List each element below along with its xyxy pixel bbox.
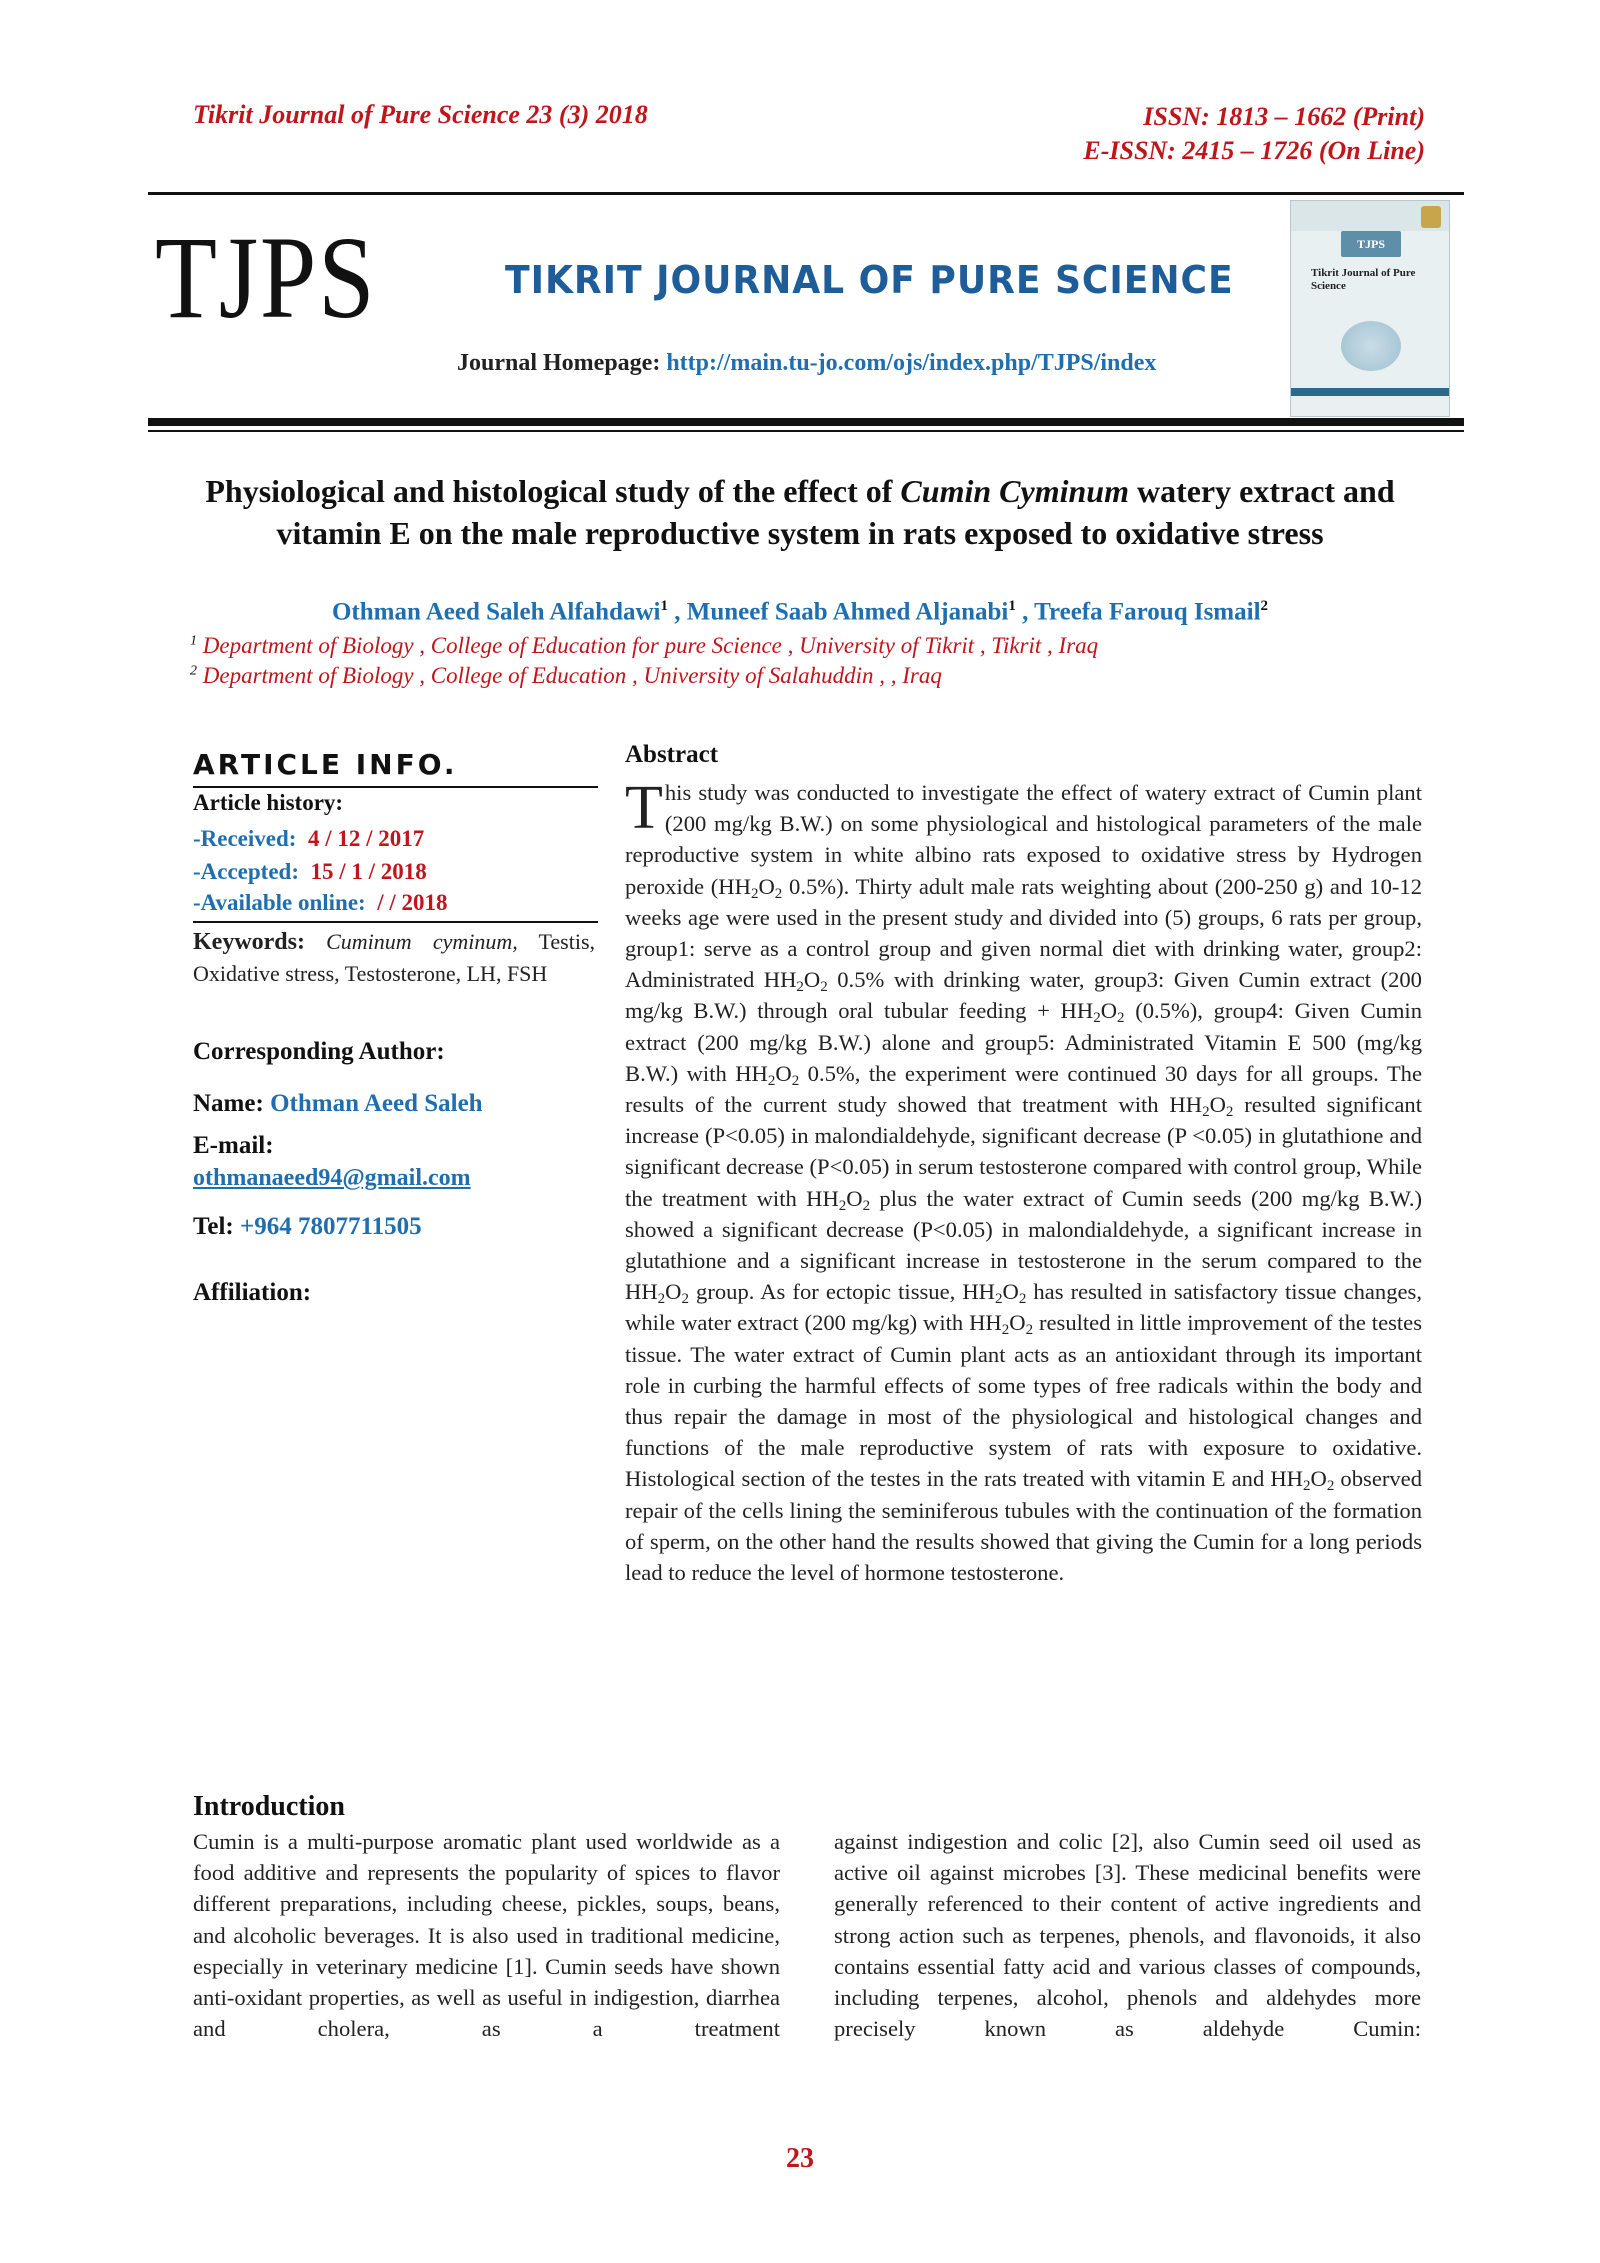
issn-block bbox=[1083, 100, 1425, 168]
affiliation-label: Affiliation: bbox=[193, 1279, 312, 1306]
journal-issue: Tikrit Journal of Pure Science 23 (3) 2018 bbox=[193, 100, 648, 129]
article-info-heading: ARTICLE INFO. bbox=[193, 748, 458, 781]
author-name-field: Name: Othman Aeed Saleh bbox=[193, 1090, 483, 1117]
available-online-date: -Available online: / / 2018 bbox=[193, 890, 448, 915]
homepage-label: Journal Homepage: bbox=[457, 350, 661, 376]
journal-name: TIKRIT JOURNAL OF PURE SCIENCE bbox=[505, 258, 1234, 302]
homepage-link[interactable]: http://main.tu-jo.com/ojs/index.php/TJPS/index bbox=[666, 350, 1157, 376]
page-number: 23 bbox=[786, 2143, 814, 2174]
introduction-heading: Introduction bbox=[193, 1791, 345, 1822]
article-info-rule-2 bbox=[193, 921, 598, 923]
affiliation-1: $^1$ Department of Biology , College of Education for pure Science , University of Tikrit , Tikrit , Iraq bbox=[190, 633, 1099, 658]
author-name: Muneef Saab Ahmed Aljanabi bbox=[686, 598, 1009, 626]
keywords-label: Keywords: bbox=[193, 929, 305, 955]
masthead-top-rule bbox=[148, 192, 1464, 195]
author-name: Othman Aeed Saleh Alfahdawi bbox=[331, 598, 661, 626]
author-list: Othman Aeed Saleh Alfahdawi$^1$ , Muneef Saab Ahmed Aljanabi$^1$ , Treefa Farouq Ismail$^2$ bbox=[331, 598, 1269, 626]
email-label: E-mail: bbox=[193, 1132, 274, 1159]
cover-title: Tikrit Journal of Pure Science bbox=[1311, 267, 1416, 292]
keywords: Keywords: Cuminum cyminum, Testis, Oxidative stress, Testosterone, LH, FSH bbox=[193, 929, 596, 986]
introduction-column-left: Cumin is a multi-purpose aromatic plant used worldwide as a food additive and represents the popularity of spices to flavor different preparations, including cheese, pickles, soups, beans, and alcoholic beverages. It is also used in traditional medicine, especially in veterinary medicine [1]. Cumin seeds have shown anti-oxidant properties, as well as useful in indigestion, diarrhea and cholera, as a treatment bbox=[193, 1829, 780, 2042]
masthead-bottom-rule-thin bbox=[148, 430, 1464, 432]
cover-bottom-band bbox=[1291, 388, 1449, 396]
corresponding-author-label: Corresponding Author: bbox=[193, 1038, 445, 1065]
issn-online: E-ISSN: 2415 – 1726 (On Line) bbox=[1083, 136, 1425, 165]
abstract-dropcap: T bbox=[625, 774, 663, 842]
issn-print: ISSN: 1813 – 1662 (Print) bbox=[1143, 102, 1425, 131]
abstract-heading: Abstract bbox=[625, 741, 719, 768]
cover-globe-icon bbox=[1341, 321, 1401, 371]
affiliation-2: $^2$ Department of Biology , College of Education , University of Salahuddin , , Iraq bbox=[190, 663, 942, 688]
abstract-text: This study was conducted to investigate the effect of watery extract of Cumin plant (200 mg/kg B.W.) on some physiological and histological parameters of the male reproductive system in white albino rats exposed to oxidative stress by Hydrogen peroxide ($HH_2O_2$ 0.5%). Thirty adult male rats weighting about (200-250 g) and 10-12 weeks age were used in the present study and divided into (5) groups, 6 rats per group, group1: serve as a control group and given normal diet with drinking water, group2: Administrated $HH_2O_2$ 0.5% with drinking water, group3: Given Cumin extract (200 mg/kg B.W.) through oral tubular feeding + $HH_2O_2$ (0.5%), group4: Given Cumin extract (200 mg/kg B.W.) alone and group5: Administrated Vitamin E 500 (mg/kg B.W.) with $HH_2O_2$ 0.5%, the experiment were continued 30 days for all groups. The results of the current study showed that treatment with $HH_2O_2$ resulted significant increase (P<0.05) in malondialdehyde, significant decrease (P <0.05) in glutathione and significant decrease (P<0.05) in serum testosterone compared with control group, While the treatment with $HH_2O_2$ plus the water extract of Cumin seeds (200 mg/kg B.W.) showed a significant decrease (P<0.05) in malondialdehyde, a significant increase in glutathione and a significant increase in testosterone in the serum compared to the $HH_2O_2$ group. As for ectopic tissue, $HH_2O_2$ has resulted in satisfactory tissue changes, while water extract (200 mg/kg) with $HH_2O_2$ resulted in little improvement of the testes tissue. The water extract of Cumin plant acts as an antioxidant through its important role in curbing the harmful effects of some types of free radicals within the body and thus repair the damage in most of the physiological and histological changes and functions of the male reproductive system of rats with exposure to oxidative. Histological section of the testes in the rats treated with vitamin E and $HH_2O_2$ observed repair of the cells lining the seminiferous tubules with the continuation of the formation of sperm, on the other hand the results showed that giving the Cumin for a long periods lead to reduce the level of hormone testosterone. bbox=[625, 774, 1423, 1586]
journal-homepage bbox=[457, 350, 1156, 377]
telephone: Tel: +964 7807711505 bbox=[193, 1213, 422, 1240]
accepted-date: -Accepted: 15 / 1 / 2018 bbox=[193, 859, 427, 884]
author-name: Treefa Farouq Ismail bbox=[1034, 598, 1261, 626]
article-history-label: Article history: bbox=[193, 790, 344, 815]
masthead-bottom-rule bbox=[148, 418, 1464, 426]
tjps-logo: TJPS bbox=[155, 212, 377, 343]
cover-badge: TJPS bbox=[1341, 231, 1401, 257]
cover-seal-icon bbox=[1421, 206, 1441, 228]
introduction-column-right: against indigestion and colic [2], also Cumin seed oil used as active oil against microbes [3]. These medicinal benefits were generally referenced to their content of active ingredients and strong action such as terpenes, phenols, and flavonoids, it also contains essential fatty acid and various classes of compounds, including terpenes, alcohol, phenols and aldehydes more precisely known as aldehyde Cumin: bbox=[834, 1829, 1421, 2042]
article-title: Physiological and histological study of the effect of Cumin Cyminum watery extract and vitamin E on the male reproductive system in rats exposed to oxidative stress bbox=[205, 473, 1395, 551]
article-info-rule bbox=[193, 786, 598, 788]
journal-cover-image bbox=[1290, 200, 1450, 417]
received-date: -Received: 4 / 12 / 2017 bbox=[193, 826, 425, 851]
email-link[interactable]: othmanaeed94@gmail.com bbox=[193, 1165, 471, 1191]
